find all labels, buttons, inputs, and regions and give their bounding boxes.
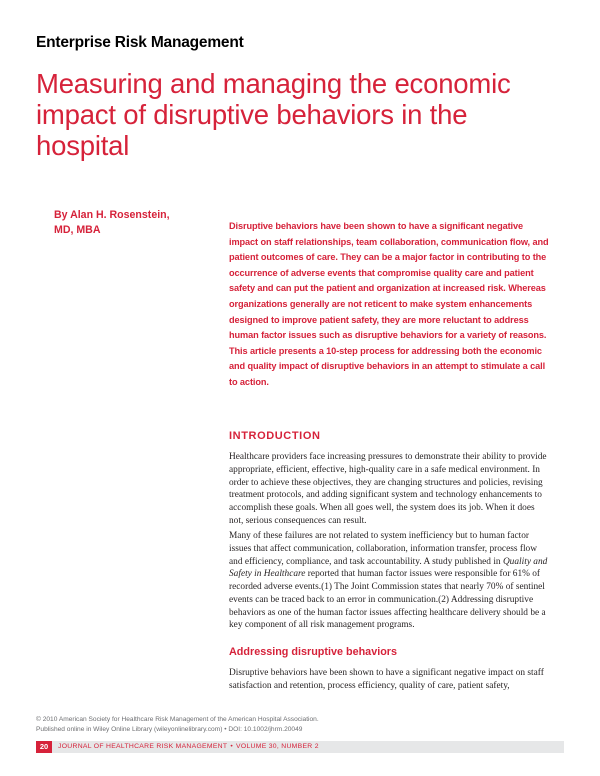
author-byline bbox=[54, 208, 184, 238]
introduction-heading: INTRODUCTION bbox=[229, 430, 321, 442]
journal-volume: VOLUME 30, NUMBER 2 bbox=[236, 743, 319, 750]
journal-citation: Quality and Safety in Healthcare bbox=[229, 556, 548, 580]
journal-name: JOURNAL OF HEALTHCARE RISK MANAGEMENT bbox=[58, 743, 228, 750]
page-number: 20 bbox=[36, 741, 52, 753]
article-title: Measuring and managing the economic impact of disruptive behaviors in the hospital bbox=[36, 68, 511, 161]
addressing-paragraph-1: Disruptive behaviors have been shown to have a significant negative impact on staff satisfaction and retention, process efficiency, quality of care, patient safety, bbox=[229, 668, 544, 691]
copyright-notice bbox=[36, 715, 556, 735]
copyright-line: © 2010 American Society for Healthcare Risk Management of the American Hospital Association. bbox=[36, 716, 319, 723]
author-credentials: MD, MBA bbox=[54, 224, 101, 236]
doi-line: Published online in Wiley Online Library (wileyonlinelibrary.com) • DOI: 10.1002/jhrm.20049 bbox=[36, 726, 303, 733]
paragraph-text: Many of these failures are not related to system inefficiency but to human factor issues that affect communication, collaboration, information transfer, process flow and efficiency, compliance, and task accountability. A study published in bbox=[229, 531, 537, 567]
journal-footer bbox=[58, 741, 319, 753]
footer-bullet: • bbox=[230, 743, 234, 750]
abstract: Disruptive behaviors have been shown to have a significant negative impact on staff relationships, team collaboration, communication flow, and patient outcomes of care. They can be a major factor in contributing to the occurrence of adverse events that compromise quality care and patient safety and can put the patient and organization at increased risk. Whereas organizations generally are not reticent to make system enhancements designed to improve patient safety, they are more reluctant to address human factor issues such as disruptive behaviors for a variety of reasons. This article presents a 10-step process for addressing both the economic and quality impact of disruptive behaviors in an attempt to stimulate a call to action. bbox=[229, 221, 549, 387]
introduction-paragraph-1: Healthcare providers face increasing pressures to demonstrate their ability to provide appropriate, efficient, effective, high-quality care in a safe medical environment. In order to achieve these objectives, they are changing structures and policies, revising treatment protocols, and adding significant system and technology enhancements to accomplish these goals. When all goes well, the system does its job. When it does not, serious consequences can result. bbox=[229, 452, 547, 526]
introduction-paragraph-2 bbox=[229, 530, 551, 632]
addressing-heading: Addressing disruptive behaviors bbox=[229, 646, 397, 658]
author-name: By Alan H. Rosenstein, bbox=[54, 209, 170, 221]
paragraph-text: reported that human factor issues were responsible for 61% of recorded adverse events.(1) The Joint Commission states that nearly 70% of sentinel events can be traced back to an error in communication.(2) Addressing disruptive behaviors as one of the human factor issues affecting healthcare delivery should be a key component of all risk management programs. bbox=[229, 569, 546, 631]
section-label: Enterprise Risk Management bbox=[36, 34, 244, 51]
